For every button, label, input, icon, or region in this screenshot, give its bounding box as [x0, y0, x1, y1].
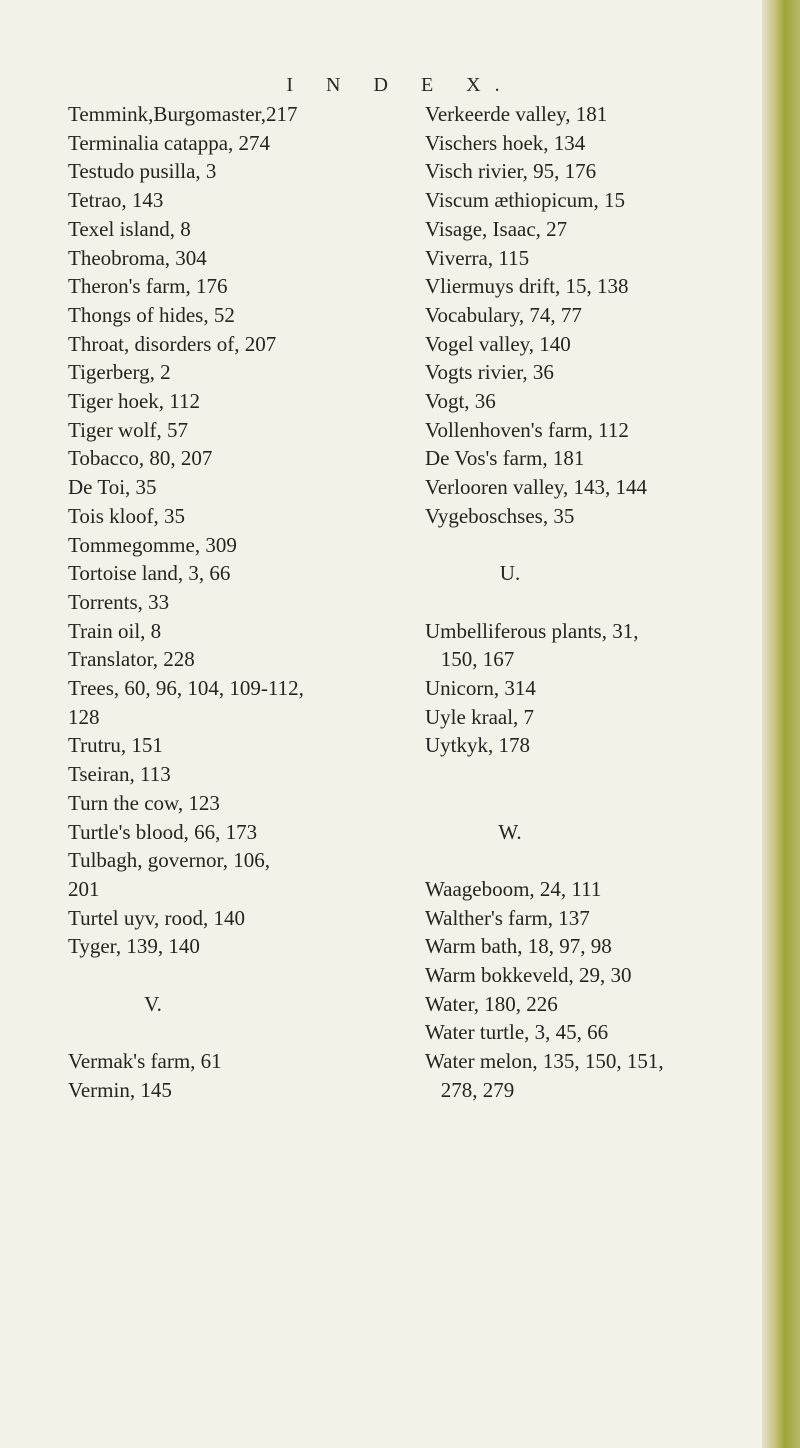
index-entry: Thongs of hides, 52: [68, 302, 235, 327]
spacer: [425, 789, 760, 818]
index-entry: Vogel valley, 140: [425, 331, 571, 356]
index-entry: Viscum æthiopicum, 15: [425, 188, 625, 213]
index-entry: Terminalia catappa, 274: [68, 130, 271, 155]
index-entry: Tobacco, 80, 207: [68, 446, 213, 471]
index-entry: Viverra, 115: [425, 245, 530, 270]
index-column-left: [68, 100, 368, 1105]
spacer: [425, 588, 760, 617]
index-entry: Vermak's farm, 61: [68, 1049, 222, 1074]
index-entry: Vischers hoek, 134: [425, 130, 586, 155]
index-entry: Vogt, 36: [425, 389, 496, 414]
index-entry-continuation: 278, 279: [425, 1077, 515, 1102]
index-entry-continuation: 201: [68, 876, 100, 901]
index-entry: Walther's farm, 137: [425, 905, 590, 930]
section-letter: W.: [498, 819, 522, 844]
index-entry: Vermin, 145: [68, 1077, 172, 1102]
index-entry: Vliermuys drift, 15, 138: [425, 274, 629, 299]
index-entry: Warm bath, 18, 97, 98: [425, 934, 612, 959]
index-entry: Texel island, 8: [68, 216, 191, 241]
index-entry-continuation: 128: [68, 704, 100, 729]
index-entry: De Vos's farm, 181: [425, 446, 585, 471]
index-entry: Tulbagh, governor, 106,: [68, 848, 270, 873]
index-entry: Vollenhoven's farm, 112: [425, 417, 629, 442]
page-edge: [762, 0, 800, 1448]
index-entry: Verkeerde valley, 181: [425, 102, 608, 126]
index-entry: Temmink,Burgomaster,217: [68, 102, 298, 126]
spacer: [68, 961, 368, 990]
index-column-right: [425, 100, 760, 1105]
index-entry: Tyger, 139, 140: [68, 934, 200, 959]
spacer: [425, 846, 760, 875]
spacer: [425, 531, 760, 560]
index-entry: Uytkyk, 178: [425, 733, 530, 758]
index-entry: Turtle's blood, 66, 173: [68, 819, 258, 844]
index-entry: Water melon, 135, 150, 151,: [425, 1049, 664, 1074]
index-entry: Tortoise land, 3, 66: [68, 561, 231, 586]
index-entry: Train oil, 8: [68, 618, 162, 643]
spacer: [68, 1018, 368, 1047]
index-entry: Warm bokkeveld, 29, 30: [425, 963, 632, 988]
index-entry: Vocabulary, 74, 77: [425, 302, 582, 327]
index-entry: Visch rivier, 95, 176: [425, 159, 597, 184]
index-entry: Theron's farm, 176: [68, 274, 228, 299]
index-entry: Throat, disorders of, 207: [68, 331, 277, 356]
index-entry: Water, 180, 226: [425, 991, 558, 1016]
index-entry: Tigerberg, 2: [68, 360, 171, 385]
index-entry: Trees, 60, 96, 104, 109-112,: [68, 676, 304, 701]
index-entry: De Toi, 35: [68, 475, 157, 500]
index-entry: Tiger hoek, 112: [68, 389, 201, 414]
page-header: I N D E X.: [286, 74, 514, 96]
section-letter: V.: [144, 991, 162, 1016]
index-entry: Torrents, 33: [68, 589, 170, 614]
index-entry: Testudo pusilla, 3: [68, 159, 217, 184]
index-entry: Tiger wolf, 57: [68, 417, 188, 442]
index-entry: Tommegomme, 309: [68, 532, 237, 557]
index-entry: Trutru, 151: [68, 733, 163, 758]
index-entry: Waageboom, 24, 111: [425, 876, 602, 901]
index-entry: Translator, 228: [68, 647, 195, 672]
index-entry-continuation: 150, 167: [425, 647, 515, 672]
index-entry: Water turtle, 3, 45, 66: [425, 1020, 609, 1045]
index-entry: Vygeboschses, 35: [425, 503, 575, 528]
index-entry: Turtel uyv, rood, 140: [68, 905, 245, 930]
index-entry: Turn the cow, 123: [68, 790, 220, 815]
spacer: [425, 760, 760, 789]
index-entry: Tetrao, 143: [68, 188, 164, 213]
index-entry: Theobroma, 304: [68, 245, 207, 270]
index-entry: Tois kloof, 35: [68, 503, 185, 528]
index-entry: Umbelliferous plants, 31,: [425, 618, 639, 643]
index-entry: Uyle kraal, 7: [425, 704, 535, 729]
index-entry: Tseiran, 113: [68, 762, 171, 787]
index-entry: Unicorn, 314: [425, 676, 536, 701]
index-entry: Vogts rivier, 36: [425, 360, 554, 385]
index-entry: Visage, Isaac, 27: [425, 216, 568, 241]
index-entry: Verlooren valley, 143, 144: [425, 475, 647, 500]
section-letter: U.: [499, 561, 521, 586]
